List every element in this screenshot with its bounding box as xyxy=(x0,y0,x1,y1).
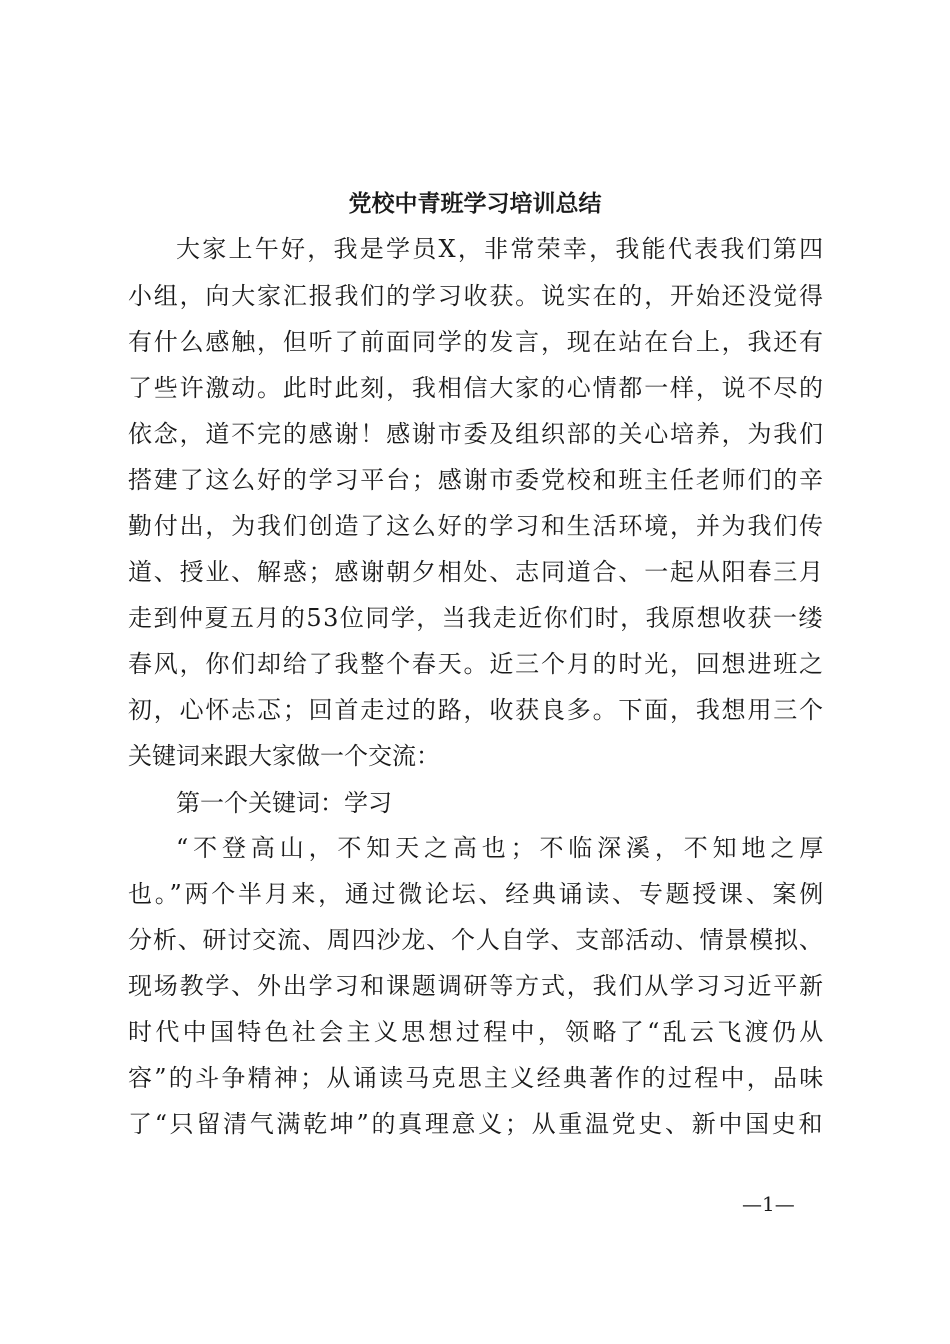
paragraph-2-line-7: 了“只留清气满乾坤”的真理意义；从重温党史、新中国史和 xyxy=(128,1110,826,1138)
paragraph-1-line-2: 小组，向大家汇报我们的学习收获。说实在的，开始还没觉得 xyxy=(128,282,825,310)
paragraph-1-line-12: 关键词来跟大家做一个交流： xyxy=(128,742,440,770)
paragraph-2-line-4: 现场教学、外出学习和课题调研等方式，我们从学习习近平新 xyxy=(128,972,825,1000)
paragraph-1-line-11: 初，心怀忐忑；回首走过的路，收获良多。下面，我想用三个 xyxy=(128,696,825,724)
paragraph-1-line-10: 春风，你们却给了我整个春天。近三个月的时光，回想进班之 xyxy=(128,650,825,678)
paragraph-1-line-1: 大家上午好，我是学员X，非常荣幸，我能代表我们第四 xyxy=(176,235,826,263)
paragraph-1-line-5: 依念，道不完的感谢！感谢市委及组织部的关心培养，为我们 xyxy=(128,420,825,448)
paragraph-1-line-7: 勤付出，为我们创造了这么好的学习和生活环境，并为我们传 xyxy=(128,512,825,540)
paragraph-2-line-6: 容”的斗争精神；从诵读马克思主义经典著作的过程中，品味 xyxy=(128,1064,826,1092)
paragraph-1-line-3: 有什么感触，但听了前面同学的发言，现在站在台上，我还有 xyxy=(128,328,825,356)
paragraph-1-line-9: 走到仲夏五月的53位同学，当我走近你们时，我原想收获一缕 xyxy=(128,604,824,632)
paragraph-2-line-2: 也。”两个半月来，通过微论坛、经典诵读、专题授课、案例 xyxy=(128,880,826,908)
paragraph-2-line-1: “不登高山，不知天之高也；不临深溪，不知地之厚 xyxy=(176,834,829,862)
section-heading-1: 第一个关键词：学习 xyxy=(176,789,392,817)
paragraph-2-line-5: 时代中国特色社会主义思想过程中，领略了“乱云飞渡仍从 xyxy=(128,1018,827,1046)
paragraph-1-line-8: 道、授业、解惑；感谢朝夕相处、志同道合、一起从阳春三月 xyxy=(128,558,825,586)
paragraph-1-line-6: 搭建了这么好的学习平台；感谢市委党校和班主任老师们的辛 xyxy=(128,466,825,494)
page-number: —1— xyxy=(742,1192,795,1216)
paragraph-1-line-4: 了些许激动。此时此刻，我相信大家的心情都一样，说不尽的 xyxy=(128,374,825,402)
paragraph-2-line-3: 分析、研讨交流、周四沙龙、个人自学、支部活动、情景模拟、 xyxy=(128,926,824,954)
document-title: 党校中青班学习培训总结 xyxy=(348,190,602,217)
